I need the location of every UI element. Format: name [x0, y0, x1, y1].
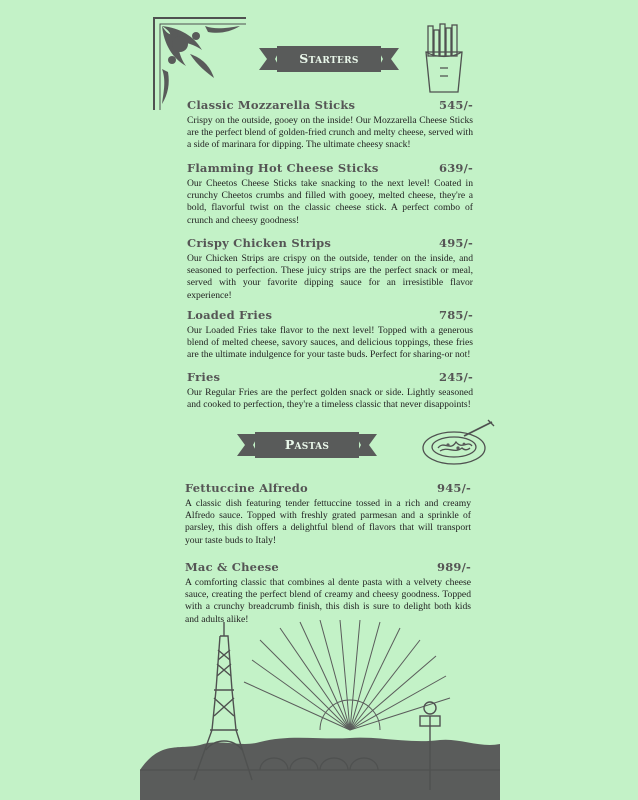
item-description: Our Regular Fries are the perfect golden snack or side. Lightly seasoned and cooked to perfection, they're a timeless classic that never disappoints!	[187, 387, 473, 411]
menu-item	[187, 236, 473, 302]
item-price: 945/-	[437, 481, 471, 495]
item-name: Fettuccine Alfredo	[185, 481, 308, 495]
item-price: 785/-	[439, 308, 473, 322]
item-description: A classic dish featuring tender fettuccine tossed in a rich and creamy Alfredo sauce. Topped with freshly grated parmesan and a sprinkle of parsley, this dish offers a delightful blend of flavors that will transport your taste buds to Italy!	[185, 498, 471, 546]
item-name: Flamming Hot Cheese Sticks	[187, 161, 379, 175]
paris-eiffel-tower-illustration	[140, 620, 500, 800]
section-title-starters: Starters	[299, 51, 359, 66]
item-price: 989/-	[437, 560, 471, 574]
item-name: Fries	[187, 370, 221, 384]
pastas-banner	[237, 430, 377, 460]
item-price: 495/-	[439, 236, 473, 250]
item-description: Our Cheetos Cheese Sticks take snacking to the next level! Coated in crunchy Cheetos crumbs and filled with gooey, melted cheese, they're a bold, flavorful twist on the classic cheese stick. A perfect combo of crunch and cheesy goodness!	[187, 178, 473, 226]
pasta-plate-icon	[420, 418, 495, 468]
menu-item	[185, 560, 471, 626]
item-name: Crispy Chicken Strips	[187, 236, 332, 250]
item-price: 545/-	[439, 98, 473, 112]
menu-item	[187, 308, 473, 362]
item-name: Loaded Fries	[187, 308, 273, 322]
item-name: Classic Mozzarella Sticks	[187, 98, 356, 112]
item-description: A comforting classic that combines al dente pasta with a velvety cheese sauce, creating the perfect blend of creamy and cheesy goodness. Topped with a crunchy breadcrumb finish, this dish is sure to delight both kids and adults alike!	[185, 577, 471, 625]
item-description: Our Chicken Strips are crispy on the outside, tender on the inside, and seasoned to perfection. These juicy strips are the perfect snack or meal, served with your favorite dipping sauce for an irresistible flavor experience!	[187, 253, 473, 301]
section-title-pastas: Pastas	[284, 437, 330, 452]
item-description: Our Loaded Fries take flavor to the next level! Topped with a generous blend of melted cheese, savory sauces, and delicious toppings, these fries are the ultimate indulgence for your taste buds. Perfect for sharing-or not!	[187, 325, 473, 361]
menu-item	[187, 98, 473, 152]
menu-item	[185, 481, 471, 547]
starters-banner	[259, 44, 399, 74]
item-price: 245/-	[439, 370, 473, 384]
menu-item	[187, 370, 473, 411]
item-price: 639/-	[439, 161, 473, 175]
item-name: Mac & Cheese	[185, 560, 279, 574]
fries-icon	[418, 22, 470, 94]
menu-item	[187, 161, 473, 227]
item-description: Crispy on the outside, gooey on the inside! Our Mozzarella Cheese Sticks are the perfect blend of golden-fried crunch and melty cheese, served with a side of marinara for dipping. The ultimate cheesy snack!	[187, 115, 473, 151]
